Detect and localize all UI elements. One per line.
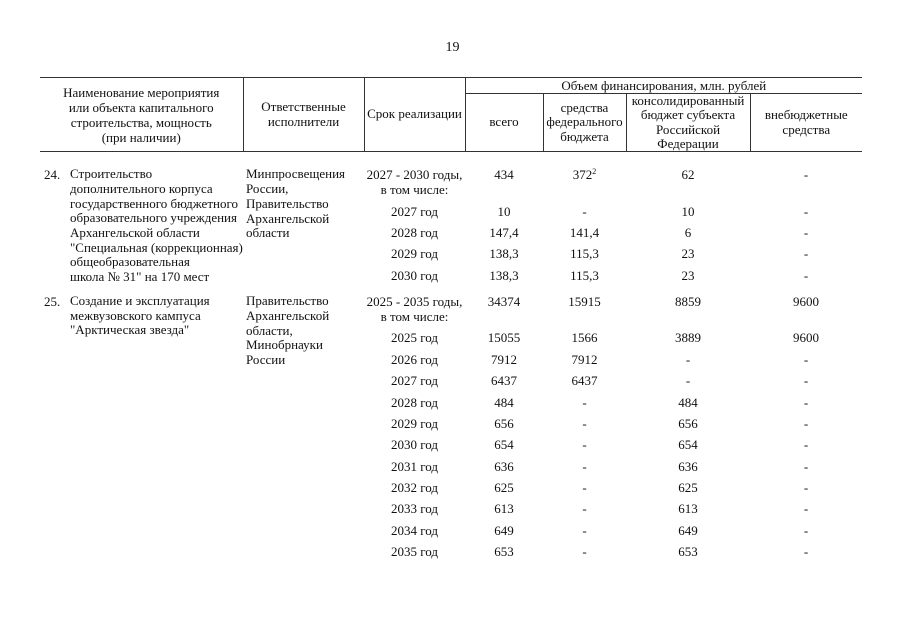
value-total-cell <box>465 265 543 286</box>
period-label: 2029 год <box>391 246 438 262</box>
value-regional-cell <box>626 520 750 541</box>
period-cell <box>364 349 465 370</box>
value-total-cell <box>465 541 543 562</box>
value-federal-cell <box>543 413 626 434</box>
value-extrabudgetary: - <box>803 373 809 389</box>
value-federal: 7912 <box>571 351 598 367</box>
value-extrabudgetary-cell <box>750 434 862 455</box>
value-extrabudgetary-cell <box>750 391 862 412</box>
value-regional-cell <box>626 370 750 391</box>
value-regional: 654 <box>678 437 698 453</box>
project-row <box>40 291 862 563</box>
value-extrabudgetary: - <box>803 351 809 367</box>
value-total-cell <box>465 349 543 370</box>
period-cell <box>364 477 465 498</box>
value-total-cell <box>465 370 543 391</box>
value-extrabudgetary: - <box>803 458 809 474</box>
value-regional-cell <box>626 291 750 327</box>
value-total: 654 <box>494 437 514 453</box>
value-total-cell <box>465 498 543 519</box>
value-federal: 115,3 <box>570 246 599 262</box>
period-label: 2032 год <box>391 480 438 496</box>
value-total: 636 <box>494 458 514 474</box>
value-regional: 625 <box>678 480 698 496</box>
value-regional: 484 <box>678 394 698 410</box>
value-total: 6437 <box>491 373 517 389</box>
value-federal: - <box>582 437 587 453</box>
value-regional-cell <box>626 541 750 562</box>
project-name-cell <box>40 164 243 286</box>
period-cell <box>364 520 465 541</box>
value-extrabudgetary-cell <box>750 370 862 391</box>
value-extrabudgetary: - <box>803 522 809 538</box>
value-regional-cell <box>626 477 750 498</box>
value-federal-cell <box>543 541 626 562</box>
period-cell <box>364 456 465 477</box>
value-total: 34374 <box>487 294 521 310</box>
value-federal-cell <box>543 456 626 477</box>
header-row-1 <box>40 78 862 94</box>
col-header-extrabudgetary: внебюджетные средства <box>750 94 862 152</box>
value-federal-cell <box>543 200 626 221</box>
period-label: 2028 год <box>391 224 438 240</box>
value-extrabudgetary: - <box>803 501 809 517</box>
col-header-responsible: Ответственные исполнители <box>243 78 364 152</box>
value-extrabudgetary: - <box>803 167 809 183</box>
period-cell <box>364 222 465 243</box>
value-extrabudgetary-cell <box>750 520 862 541</box>
value-total-cell <box>465 164 543 200</box>
period-cell <box>364 391 465 412</box>
period-label: 2028 год <box>391 394 438 410</box>
value-extrabudgetary-cell <box>750 200 862 221</box>
value-federal: - <box>582 480 587 496</box>
value-regional: 8859 <box>675 294 701 310</box>
value-extrabudgetary-cell <box>750 327 862 348</box>
value-total: 484 <box>494 394 514 410</box>
period-cell <box>364 413 465 434</box>
responsible-executors: Минпросвещения России, Правительство Архангельской области <box>246 166 346 241</box>
value-total: 10 <box>497 203 511 219</box>
period-label: 2026 год <box>391 351 438 367</box>
col-header-total: всего <box>465 94 543 152</box>
project-number: 25. <box>44 294 61 310</box>
project-name: Строительство дополнительного корпуса государственного бюджетного образовательного учреждения Архангельской области "Специальная (коррекционная) общеобразовательная школа № 31" на 170 мест <box>70 166 243 285</box>
value-total-cell <box>465 434 543 455</box>
value-total-cell <box>465 391 543 412</box>
value-total: 613 <box>494 501 514 517</box>
value-extrabudgetary-cell <box>750 222 862 243</box>
value-federal-cell <box>543 498 626 519</box>
value-total-cell <box>465 456 543 477</box>
period-label: 2031 год <box>391 458 438 474</box>
value-extrabudgetary: - <box>803 224 809 240</box>
value-regional-cell <box>626 413 750 434</box>
project-name: Создание и эксплуатация межвузовского кампуса "Арктическая звезда" <box>70 293 210 338</box>
value-regional-cell <box>626 164 750 200</box>
value-total: 625 <box>494 480 514 496</box>
value-extrabudgetary: - <box>803 394 809 410</box>
value-federal-cell <box>543 520 626 541</box>
project-number: 24. <box>44 167 61 183</box>
value-federal-cell <box>543 327 626 348</box>
value-federal: 115,3 <box>570 267 599 283</box>
period-cell <box>364 541 465 562</box>
value-extrabudgetary-cell <box>750 243 862 264</box>
value-regional: 23 <box>681 246 695 262</box>
value-extrabudgetary: - <box>803 415 809 431</box>
value-federal-cell <box>543 391 626 412</box>
value-regional-cell <box>626 222 750 243</box>
value-federal-cell <box>543 291 626 327</box>
value-federal: - <box>582 394 587 410</box>
value-total: 656 <box>494 415 514 431</box>
table-header <box>40 77 862 152</box>
value-federal-cell <box>543 434 626 455</box>
period-cell <box>364 200 465 221</box>
value-regional-cell <box>626 200 750 221</box>
value-extrabudgetary-cell <box>750 477 862 498</box>
value-total: 138,3 <box>489 267 519 283</box>
value-federal-cell <box>543 243 626 264</box>
value-federal: - <box>582 501 587 517</box>
value-total-cell <box>465 477 543 498</box>
value-total: 649 <box>494 522 514 538</box>
period-label: 2027 год <box>391 373 438 389</box>
value-extrabudgetary-cell <box>750 291 862 327</box>
value-regional: 653 <box>678 544 698 560</box>
value-extrabudgetary-cell <box>750 349 862 370</box>
value-extrabudgetary-cell <box>750 456 862 477</box>
col-header-name: Наименование мероприятия или объекта капитального строительства, мощность (при наличии) <box>63 84 220 145</box>
value-extrabudgetary-cell <box>750 498 862 519</box>
value-extrabudgetary: - <box>803 267 809 283</box>
footnote-marker: 2 <box>592 167 597 177</box>
value-federal-cell <box>543 370 626 391</box>
period-label: 2025 - 2035 годы, <box>366 294 463 310</box>
period-note: в том числе: <box>380 309 449 325</box>
value-federal: - <box>582 522 587 538</box>
value-regional-cell <box>626 265 750 286</box>
value-extrabudgetary: - <box>803 544 809 560</box>
value-federal: - <box>582 458 587 474</box>
value-federal: - <box>582 203 587 219</box>
project-name-cell <box>40 291 243 563</box>
project-row <box>40 164 862 286</box>
value-extrabudgetary: 9600 <box>793 294 819 310</box>
col-header-funding-group: Объем финансирования, млн. рублей <box>465 78 862 94</box>
period-cell <box>364 291 465 327</box>
period-cell <box>364 434 465 455</box>
value-total-cell <box>465 327 543 348</box>
col-header-federal: средства федерального бюджета <box>543 94 626 152</box>
period-label: 2025 год <box>391 330 438 346</box>
value-regional: - <box>685 373 691 389</box>
value-total-cell <box>465 291 543 327</box>
value-extrabudgetary-cell <box>750 413 862 434</box>
value-federal: - <box>582 544 587 560</box>
value-regional: 62 <box>681 167 695 183</box>
value-regional: 613 <box>678 501 698 517</box>
value-federal-cell <box>543 222 626 243</box>
value-federal-cell <box>543 164 626 200</box>
value-regional-cell <box>626 391 750 412</box>
value-federal: 141,4 <box>569 224 600 240</box>
period-label: 2027 - 2030 годы, <box>366 167 463 183</box>
period-note: в том числе: <box>380 182 449 198</box>
value-regional: 636 <box>678 458 698 474</box>
value-federal: - <box>582 415 587 431</box>
value-total-cell <box>465 222 543 243</box>
period-label: 2035 год <box>391 544 438 560</box>
value-total: 7912 <box>491 351 517 367</box>
value-extrabudgetary-cell <box>750 541 862 562</box>
period-cell <box>364 265 465 286</box>
col-header-regional: консолидированный бюджет субъекта Российской Федерации <box>626 94 750 152</box>
value-regional-cell <box>626 498 750 519</box>
value-extrabudgetary: - <box>803 203 809 219</box>
period-label: 2034 год <box>391 522 438 538</box>
value-federal: 1566 <box>571 330 598 346</box>
period-cell <box>364 370 465 391</box>
value-total-cell <box>465 243 543 264</box>
page-number: 19 <box>445 40 460 55</box>
value-extrabudgetary-cell <box>750 265 862 286</box>
value-federal-cell <box>543 265 626 286</box>
value-federal: 372 <box>572 167 593 183</box>
period-cell <box>364 327 465 348</box>
value-regional: 656 <box>678 415 698 431</box>
value-regional: 649 <box>678 522 698 538</box>
value-regional-cell <box>626 434 750 455</box>
period-cell <box>364 243 465 264</box>
value-extrabudgetary: 9600 <box>793 330 819 346</box>
period-label: 2030 год <box>391 437 438 453</box>
value-total-cell <box>465 200 543 221</box>
value-total-cell <box>465 520 543 541</box>
period-label: 2033 год <box>391 501 438 517</box>
value-regional: 3889 <box>675 330 701 346</box>
responsible-executors: Правительство Архангельской области, Минобрнауки России <box>246 293 330 368</box>
value-total: 15055 <box>487 330 521 346</box>
value-total: 434 <box>494 167 514 183</box>
value-extrabudgetary: - <box>803 246 809 262</box>
table-body <box>40 164 862 562</box>
value-regional: 23 <box>681 267 695 283</box>
value-federal: 6437 <box>571 373 598 389</box>
value-federal: 15915 <box>568 294 601 310</box>
value-total-cell <box>465 413 543 434</box>
value-regional: - <box>685 351 691 367</box>
period-label: 2027 год <box>391 203 438 219</box>
value-regional-cell <box>626 349 750 370</box>
value-extrabudgetary: - <box>803 480 809 496</box>
value-regional-cell <box>626 327 750 348</box>
value-extrabudgetary-cell <box>750 164 862 200</box>
value-total: 138,3 <box>489 246 519 262</box>
value-regional: 6 <box>684 224 692 240</box>
period-label: 2029 год <box>391 415 438 431</box>
col-header-period: Срок реализации <box>364 78 465 152</box>
value-total: 147,4 <box>489 224 519 240</box>
value-regional-cell <box>626 456 750 477</box>
period-label: 2030 год <box>391 267 438 283</box>
period-cell <box>364 164 465 200</box>
value-regional: 10 <box>681 203 695 219</box>
value-extrabudgetary: - <box>803 437 809 453</box>
value-federal-cell <box>543 349 626 370</box>
period-cell <box>364 498 465 519</box>
value-federal-cell <box>543 477 626 498</box>
value-regional-cell <box>626 243 750 264</box>
value-total: 653 <box>494 544 514 560</box>
